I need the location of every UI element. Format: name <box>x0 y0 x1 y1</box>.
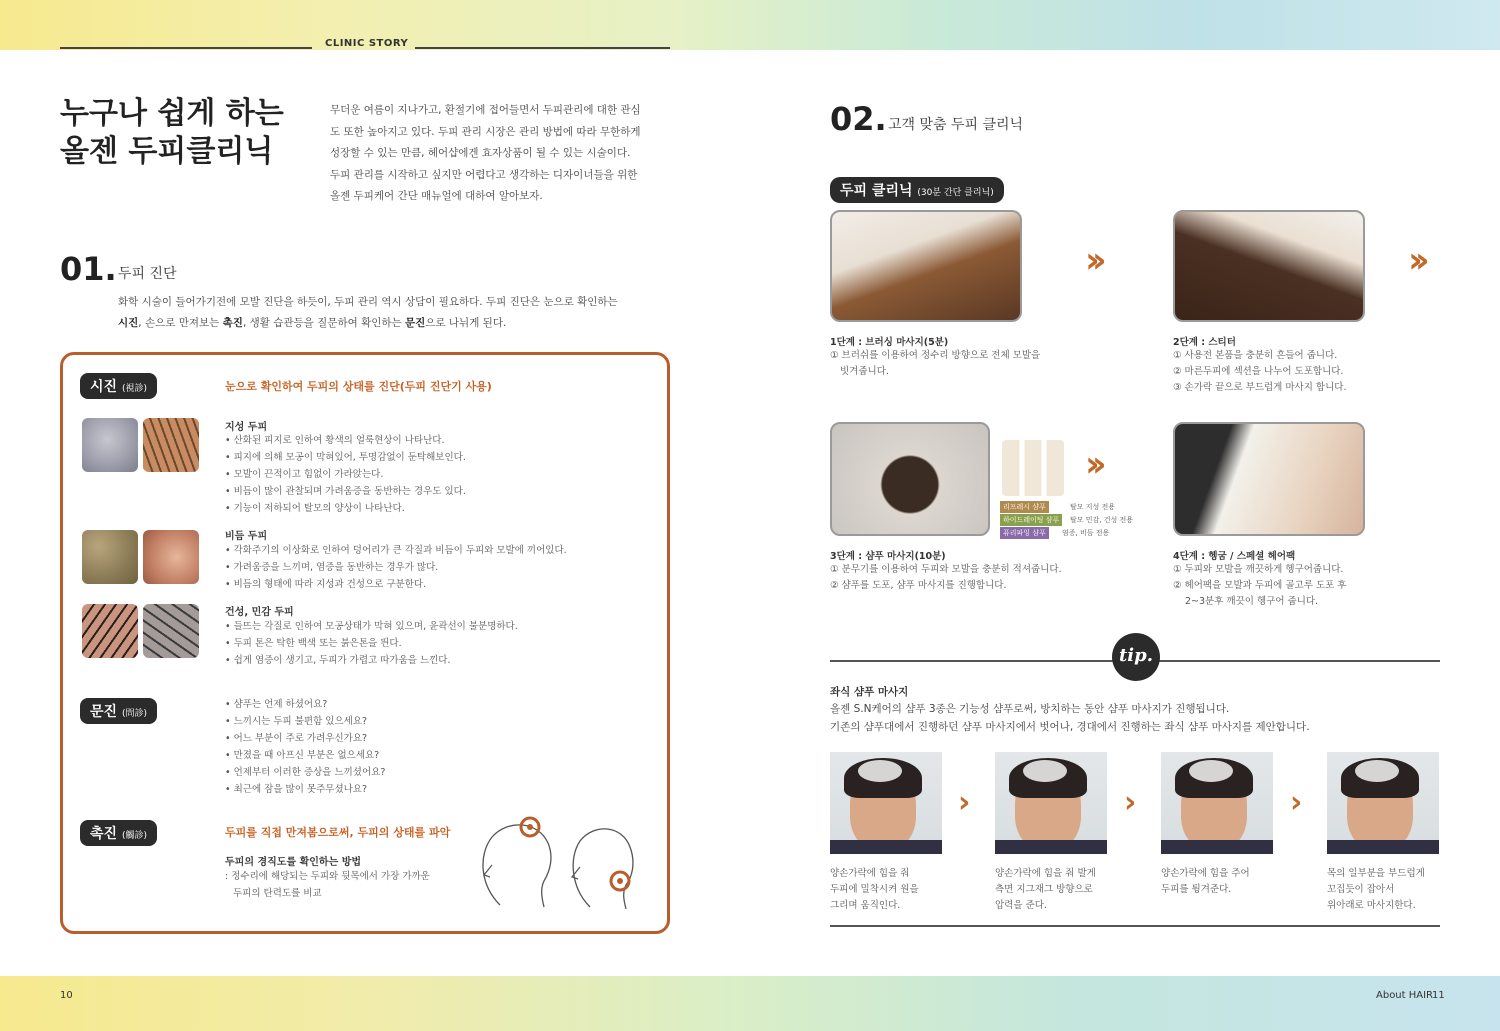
legend-desc-hydrating: 탈모 민감, 건성 전용 <box>1070 516 1133 524</box>
chokjin-method-title: 두피의 경직도를 확인하는 방법 <box>225 857 362 868</box>
tag-hanja: (觸診) <box>121 831 147 841</box>
legend-chip-hydrating: 하이드레이팅 샴푸 <box>1000 514 1062 526</box>
oily-scalp-list <box>225 432 605 517</box>
list-item: • 각화주기의 이상화로 인하여 덩어리가 큰 각질과 비듬이 두피와 모발에 끼어있다. <box>225 545 567 556</box>
caption-line: 양손가락에 힘을 줘 발게 <box>995 868 1096 879</box>
chokjin-tag <box>80 820 157 846</box>
page-title-line2: 올젠 두피클리닉 <box>60 134 274 169</box>
massage-photo-3 <box>1161 752 1273 854</box>
tip-text <box>830 700 1450 736</box>
tag-label: 두피 클리닉 <box>840 183 913 199</box>
section-01-description <box>118 292 678 334</box>
list-item: • 최근에 잠을 많이 못주무셨나요? <box>225 784 368 795</box>
sijin-tag <box>80 373 157 399</box>
tag-label: 문진 <box>90 704 118 720</box>
footer-brand: About HAIR <box>1376 990 1434 1001</box>
step-line: ① 두피와 모발을 깨끗하게 헹구어줍니다. <box>1173 564 1344 575</box>
step3-title: 3단계 : 샴푸 마사지(10분) <box>830 551 946 562</box>
intro-line: 올젠 두피케어 간단 매뉴얼에 대하여 알아보자. <box>330 190 543 202</box>
intro-line: 도 또한 높아지고 있다. 두피 관리 시장은 관리 방법에 따라 무한하게 <box>330 125 641 138</box>
dandruff-scalp-image-1 <box>82 530 138 584</box>
legend-chip-purifying: 퓨리파잉 샴푸 <box>1000 527 1049 539</box>
chokjin-headline: 두피를 직접 만져봄으로써, 두피의 상태를 파악 <box>225 826 451 839</box>
dandruff-scalp-title: 비듬 두피 <box>225 531 268 542</box>
munjin-tag <box>80 698 157 724</box>
step-line: 빗겨줍니다. <box>840 366 889 377</box>
page-title-line1: 누구나 쉽게 하는 <box>60 96 284 131</box>
dry-scalp-title: 건성, 민감 두피 <box>225 607 294 618</box>
list-item: • 느끼시는 두피 불편함 있으세요? <box>225 716 368 727</box>
double-chevron-icon: ›› <box>1085 444 1099 485</box>
list-item: • 비듬의 형태에 따라 지성과 건성으로 구분한다. <box>225 579 427 590</box>
step-line: ② 헤어팩을 모발과 두피에 골고루 도포 후 <box>1173 580 1347 591</box>
step4-title: 4단계 : 헹굼 / 스페셜 헤어팩 <box>1173 551 1296 562</box>
bottom-divider <box>830 925 1440 927</box>
list-item: • 쉽게 염증이 생기고, 두피가 가렵고 따가움을 느낀다. <box>225 655 451 666</box>
massage-caption-1 <box>830 866 960 914</box>
list-item: • 모발이 끈적이고 힘없이 가라앉는다. <box>225 469 384 480</box>
caption-line: 양손가락에 힘을 줘 <box>830 868 910 879</box>
intro-line: 성장할 수 있는 만큼, 헤어샵에겐 효자상품이 될 수 있는 시술이다. <box>330 147 631 159</box>
section-01-number: 01. <box>60 250 117 288</box>
step-line: ③ 손가락 끝으로 부드럽게 마사지 합니다. <box>1173 382 1347 393</box>
list-item: • 비듬이 많이 관찰되며 가려움증을 동반하는 경우도 있다. <box>225 486 466 497</box>
right-page-number: 11 <box>1432 990 1445 1001</box>
desc-text: , 손으로 만져보는 <box>138 317 223 329</box>
desc-line <box>118 313 678 334</box>
massage-photo-2 <box>995 752 1107 854</box>
massage-photo-4 <box>1327 752 1439 854</box>
step2-text <box>1173 348 1433 396</box>
shampoo-bottles-image <box>1002 440 1064 496</box>
method-line: 두피의 탄력도를 비교 <box>233 888 322 899</box>
tag-label: 촉진 <box>90 826 118 842</box>
step-line: 2~3분후 깨끗이 헹구어 줍니다. <box>1185 596 1319 607</box>
chevron-right-icon: › <box>1290 785 1303 820</box>
top-decorative-band <box>0 0 1500 50</box>
massage-caption-4 <box>1327 866 1457 914</box>
caption-line: 측면 지그재그 방향으로 <box>995 884 1093 895</box>
step2-title: 2단계 : 스티터 <box>1173 337 1236 348</box>
list-item: • 피지에 의해 모공이 막혀있어, 투명감없이 둔탁해보인다. <box>225 452 466 463</box>
list-item: • 언제부터 이러한 증상을 느끼셨어요? <box>225 767 386 778</box>
legend-desc-refresh: 탈모 지성 전용 <box>1070 503 1116 511</box>
list-item: • 들뜨는 각질로 인하여 모공상태가 막혀 있으며, 윤곽선이 불분명하다. <box>225 621 518 632</box>
section-01-title: 두피 진단 <box>118 266 177 282</box>
tag-hanja: (視診) <box>121 384 147 394</box>
caption-line: 목의 일부분을 부드럽게 <box>1327 868 1425 879</box>
caption-line: 두피를 튕겨준다. <box>1161 884 1232 895</box>
section-02-title: 고객 맞춤 두피 클리닉 <box>888 117 1024 133</box>
step1-text <box>830 348 1090 380</box>
legend-chip-refresh: 리프레시 샴푸 <box>1000 501 1049 513</box>
tip-badge: tip. <box>1112 633 1160 681</box>
caption-line: 양손가락에 힘을 주어 <box>1161 868 1250 879</box>
list-item: • 산화된 피지로 인하여 황색의 얼룩현상이 나타난다. <box>225 435 445 446</box>
step-line: ① 브러쉬를 이용하여 정수리 방향으로 전체 모발을 <box>830 350 1041 361</box>
step4-text <box>1173 562 1433 610</box>
header-rule-left <box>60 47 312 49</box>
intro-line: 무더운 여름이 지나가고, 환절기에 접어들면서 두피관리에 대한 관심 <box>330 104 641 116</box>
dry-scalp-list <box>225 618 645 669</box>
list-item: • 가려움증을 느끼며, 염증을 동반하는 경우가 많다. <box>225 562 439 573</box>
intro-line: 두피 관리를 시작하고 싶지만 어렵다고 생각하는 디자이너들을 위한 <box>330 168 638 181</box>
chevron-right-icon: › <box>1124 785 1137 820</box>
step-line: ① 분무기를 이용하여 두피와 모발을 충분히 적셔줍니다. <box>830 564 1062 575</box>
list-item: • 샴푸는 언제 하셨어요? <box>225 699 328 710</box>
sijin-headline: 눈으로 확인하여 두피의 상태를 진단(두피 진단기 사용) <box>225 380 492 393</box>
step-line: ② 샴푸를 도포, 샴푸 마사지를 진행합니다. <box>830 580 1007 591</box>
method-line: : 정수리에 해당되는 두피와 뒷목에서 가장 가까운 <box>225 871 430 882</box>
page-title <box>60 95 284 171</box>
tag-small: (30분 간단 클리닉) <box>917 188 994 198</box>
oily-scalp-image-1 <box>82 418 138 472</box>
step-line: ② 마른두피에 섹션을 나누어 도포합니다. <box>1173 366 1344 377</box>
clinic-tag <box>830 177 1004 203</box>
oily-scalp-title: 지성 두피 <box>225 422 268 433</box>
dandruff-scalp-image-2 <box>143 530 199 584</box>
step4-rinse-photo <box>1173 422 1365 536</box>
header-section-label: CLINIC STORY <box>325 38 409 49</box>
section-02-number: 02. <box>830 100 887 138</box>
step1-title: 1단계 : 브러싱 마사지(5분) <box>830 337 949 348</box>
left-page-number: 10 <box>60 990 73 1001</box>
dry-scalp-image-1 <box>82 604 138 658</box>
munjin-question-list <box>225 696 605 798</box>
double-chevron-icon: ›› <box>1085 240 1099 281</box>
caption-line: 그리며 움직인다. <box>830 900 901 911</box>
list-item: • 기능이 저하되어 탈모의 양상이 나타난다. <box>225 503 405 514</box>
step1-brushing-photo <box>830 210 1022 322</box>
dry-scalp-image-2 <box>143 604 199 658</box>
caption-line: 위아래로 마사지한다. <box>1327 900 1416 911</box>
massage-caption-3 <box>1161 866 1291 898</box>
legend-desc-purifying: 염증, 비듬 전용 <box>1062 529 1110 537</box>
desc-bold: 시진 <box>118 317 139 329</box>
dandruff-scalp-list <box>225 542 645 593</box>
tip-title: 좌식 샴푸 마사지 <box>830 686 909 698</box>
list-item: • 만졌을 때 아프신 부분은 없으세요? <box>225 750 380 761</box>
desc-bold: 촉진 <box>222 317 243 329</box>
massage-caption-2 <box>995 866 1125 914</box>
header-rule-right <box>415 47 670 49</box>
double-chevron-icon: ›› <box>1408 240 1422 281</box>
tag-hanja: (問診) <box>121 709 147 719</box>
step2-starter-photo <box>1173 210 1365 322</box>
desc-text: , 생활 습관등을 질문하여 확인하는 <box>242 317 405 329</box>
caption-line: 압력을 준다. <box>995 900 1047 911</box>
step3-shampoo-photo <box>830 422 990 536</box>
tag-label: 시진 <box>90 379 118 395</box>
head-profile-illustration <box>470 815 640 915</box>
desc-line: 화학 시술이 들어가기전에 모발 진단을 하듯이, 두피 관리 역시 상담이 필요하다. 두피 진단은 눈으로 확인하는 <box>118 296 618 308</box>
chevron-right-icon: › <box>958 785 971 820</box>
desc-bold: 문진 <box>404 317 426 329</box>
list-item: • 두피 톤은 탁한 백색 또는 붉은톤을 띈다. <box>225 638 402 649</box>
tip-line: 기존의 샴푸대에서 진행하던 샴푸 마사지에서 벗어나, 경대에서 진행하는 좌식 샴푸 마사지를 제안합니다. <box>830 721 1310 733</box>
massage-photo-1 <box>830 752 942 854</box>
tip-line: 올젠 S.N케어의 샴푸 3종은 기능성 샴푸로써, 방치하는 동안 샴푸 마사지가 진행됩니다. <box>830 703 1230 715</box>
caption-line: 두피에 밀착시켜 원을 <box>830 884 919 895</box>
step3-text <box>830 562 1130 594</box>
oily-scalp-image-2 <box>143 418 199 472</box>
desc-text: 으로 나뉘게 된다. <box>425 317 507 329</box>
step-line: ① 사용전 본품을 충분히 흔들어 줍니다. <box>1173 350 1338 361</box>
list-item: • 어느 부분이 주로 가려우신가요? <box>225 733 368 744</box>
intro-paragraph <box>330 100 675 208</box>
bottom-decorative-band <box>0 976 1500 1031</box>
caption-line: 꼬집듯이 잡아서 <box>1327 884 1395 895</box>
